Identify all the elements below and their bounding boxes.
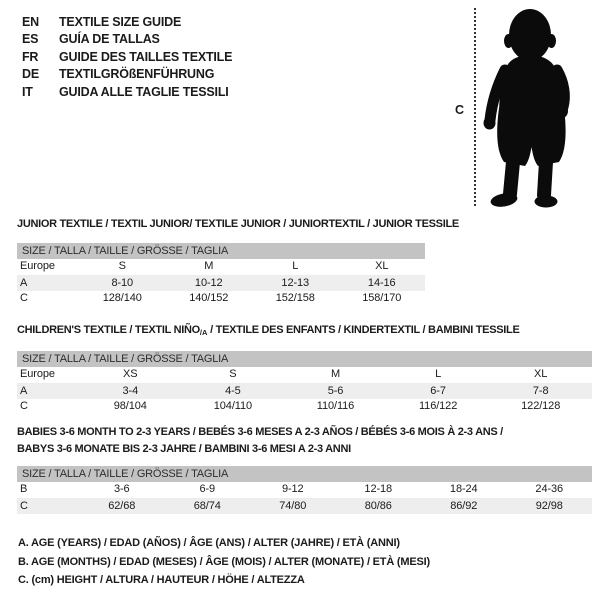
table-cell: 68/74 — [193, 499, 221, 512]
table-cell: 8-10 — [111, 276, 134, 289]
row-label: Europe — [20, 260, 55, 272]
size-table-rows — [17, 482, 592, 514]
section-title — [17, 216, 459, 233]
table-cell: 6-7 — [430, 384, 446, 397]
size-header-bar: SIZE / TALLA / TAILLE / GRÖSSE / TAGLIA — [17, 351, 592, 367]
row-label: A — [20, 384, 28, 397]
table-cell: 92/98 — [535, 499, 563, 512]
row-label: C — [20, 400, 28, 412]
section-title — [17, 424, 592, 458]
table-cell: M — [330, 368, 341, 380]
table-cell: 3-6 — [113, 483, 130, 495]
section-title — [17, 322, 592, 341]
table-row — [17, 259, 425, 276]
section-title-line: BABYS 3-6 MONATE BIS 2-3 JAHRE / BAMBINI 3-6 MESI A 2-3 ANNI — [17, 443, 351, 455]
table-cell: M — [204, 260, 214, 272]
table-cell: 116/122 — [418, 400, 458, 412]
table-row — [17, 291, 425, 307]
table-cell: 122/128 — [521, 400, 561, 412]
table-cell: 12-13 — [281, 276, 310, 289]
table-cell: S — [118, 260, 126, 272]
language-list — [22, 14, 232, 101]
row-label: B — [20, 483, 28, 495]
section-title-line: BABIES 3-6 MONTH TO 2-3 YEARS / BEBÉS 3-6 MESES A 2-3 AÑOS / BÉBÉS 3-6 MOIS À 2-3 ANS / — [17, 426, 503, 438]
table-cell: 158/170 — [362, 292, 402, 304]
size-header-bar: SIZE / TALLA / TAILLE / GRÖSSE / TAGLIA — [17, 466, 592, 482]
table-cell: 24-36 — [535, 483, 564, 495]
measurement-legend — [18, 534, 430, 590]
section-babies-textile — [17, 424, 592, 514]
section-junior-textile — [17, 216, 459, 307]
table-cell: 128/140 — [102, 292, 142, 304]
table-cell: XL — [375, 260, 389, 272]
language-code: IT — [22, 84, 33, 99]
size-table — [17, 243, 425, 307]
section-childrens-textile — [17, 322, 592, 415]
table-row — [17, 384, 592, 400]
language-label: TEXTILGRÖßENFÜHRUNG — [59, 67, 215, 82]
table-cell: 14-16 — [367, 276, 396, 289]
row-label: C — [20, 292, 28, 304]
table-cell: 4-5 — [225, 384, 241, 397]
language-row — [22, 49, 232, 66]
language-row — [22, 84, 232, 101]
row-label: A — [20, 276, 28, 289]
table-cell: L — [292, 260, 299, 272]
language-label: GUIDE DES TAILLES TEXTILE — [59, 49, 233, 64]
table-cell: 86/92 — [450, 499, 478, 512]
table-cell: S — [229, 368, 237, 380]
table-cell: L — [435, 368, 442, 380]
size-table-rows — [17, 367, 592, 415]
table-cell: 12-18 — [364, 483, 393, 495]
table-cell: 5-6 — [327, 384, 344, 397]
table-cell: 152/158 — [275, 292, 315, 304]
table-cell: 104/110 — [213, 400, 253, 412]
legend-line: A. AGE (YEARS) / EDAD (AÑOS) / ÂGE (ANS) / ALTER (JAHRE) / ETÀ (ANNI) — [18, 537, 400, 549]
section-title-line: CHILDREN'S TEXTILE / TEXTIL $NIÑO_{/A}$ / TEXTILE DES ENFANTS / KINDERTEXTIL / BAMBINI TESSILE — [17, 324, 520, 337]
legend-line: B. AGE (MONTHS) / EDAD (MESES) / ÂGE (MOIS) / ALTER (MONATE) / ETÀ (MESI) — [18, 555, 430, 568]
table-cell: XL — [534, 368, 548, 380]
language-label: TEXTILE SIZE GUIDE — [59, 15, 182, 29]
language-label: GUIDA ALLE TAGLIE TESSILI — [59, 84, 229, 99]
height-label: C — [455, 103, 465, 117]
table-cell: 3-4 — [122, 384, 139, 397]
table-cell: 140/152 — [189, 292, 229, 304]
language-row — [22, 14, 232, 31]
size-table — [17, 466, 592, 514]
table-cell: 80/86 — [364, 499, 392, 512]
table-cell: 98/104 — [113, 400, 147, 412]
table-cell: 6-9 — [199, 483, 216, 495]
size-table-rows — [17, 259, 425, 307]
table-cell: 10-12 — [194, 276, 223, 289]
language-row — [22, 66, 232, 83]
table-row — [17, 482, 592, 499]
table-cell: 9-12 — [281, 483, 304, 495]
legend-line: C. (cm) HEIGHT / ALTURA / HAUTEUR / HÖHE / ALTEZZA — [18, 574, 305, 586]
language-code: ES — [22, 32, 39, 47]
row-label: C — [20, 499, 28, 512]
baby-silhouette-icon — [480, 4, 598, 212]
table-cell: 62/68 — [108, 499, 136, 512]
language-code: DE — [22, 67, 39, 82]
height-measure-line — [474, 8, 476, 206]
table-row — [17, 276, 425, 292]
table-row — [17, 499, 592, 515]
language-label: GUÍA DE TALLAS — [59, 32, 160, 47]
language-row — [22, 31, 232, 48]
table-cell: 110/116 — [316, 400, 355, 412]
table-cell: 7-8 — [532, 384, 549, 397]
row-label: Europe — [20, 368, 55, 380]
table-row — [17, 399, 592, 415]
language-code: FR — [22, 49, 39, 64]
table-row — [17, 367, 592, 384]
table-cell: 18-24 — [449, 483, 478, 495]
table-cell: XS — [123, 368, 138, 380]
table-cell: 74/80 — [279, 499, 307, 512]
section-title-line: JUNIOR TEXTILE / TEXTIL JUNIOR/ TEXTILE JUNIOR / JUNIORTEXTIL / JUNIOR TESSILE — [17, 218, 459, 230]
size-table — [17, 351, 592, 415]
size-header-bar: SIZE / TALLA / TAILLE / GRÖSSE / TAGLIA — [17, 243, 425, 259]
language-code: EN — [22, 15, 39, 29]
